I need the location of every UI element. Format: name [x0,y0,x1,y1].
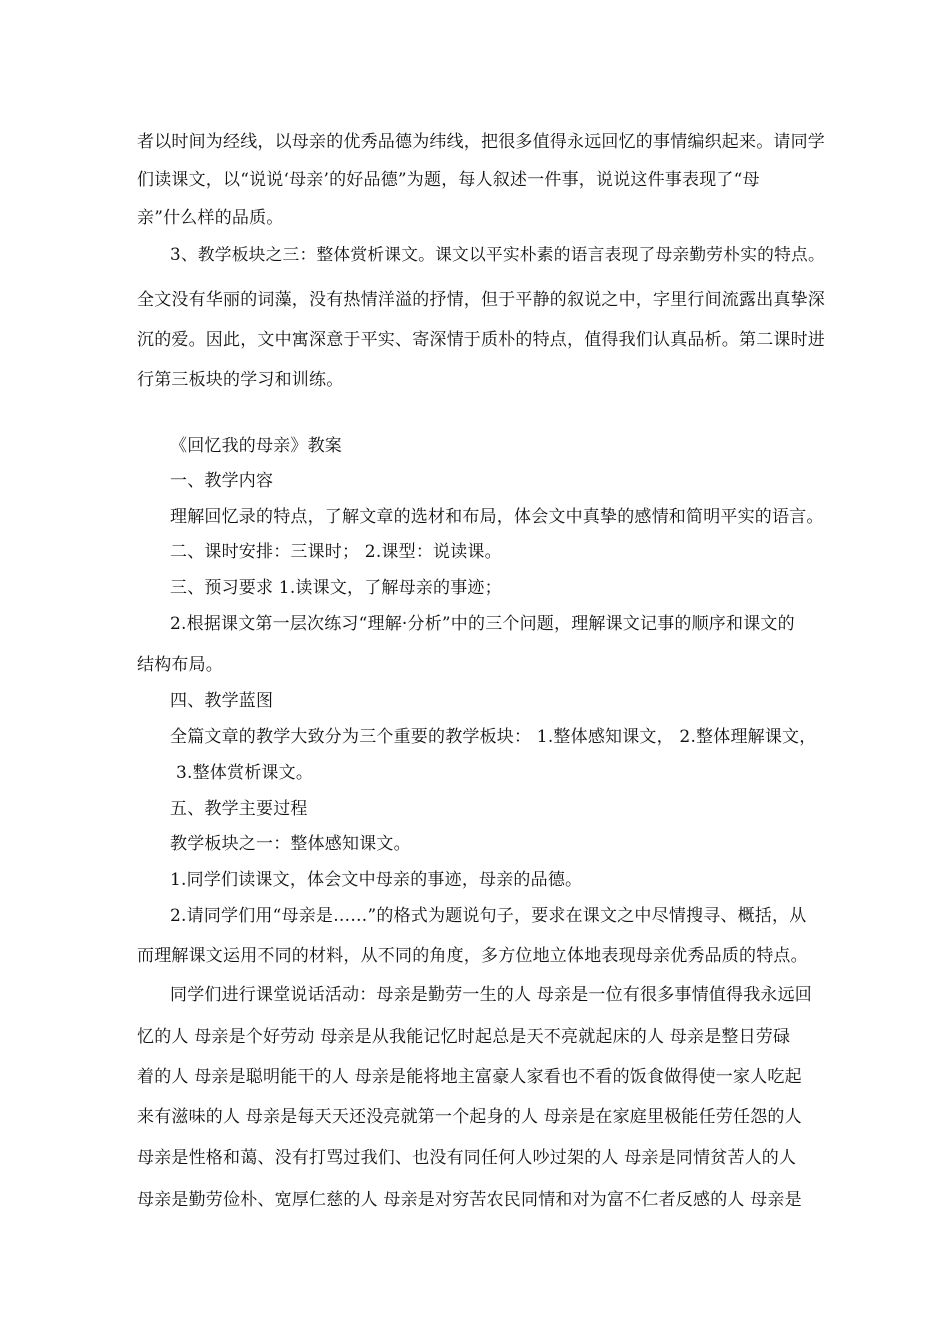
lesson-title: 《回忆我的母亲》教案 [170,436,342,456]
paragraph-line: 者以时间为经线，以母亲的优秀品德为纬线，把很多值得永远回忆的事情编织起来。请同学 [137,132,825,152]
body-line: 结构布局。 [137,655,223,675]
body-line: 理解回忆录的特点，了解文章的选材和布局，体会文中真挚的感情和简明平实的语言。 [170,507,824,527]
body-line: 着的人 母亲是聪明能干的人 母亲是能将地主富豪人家看也不看的饭食做得使一家人吃起 [137,1067,802,1087]
section-heading: 四、教学蓝图 [170,691,274,711]
body-line: 而理解课文运用不同的材料，从不同的角度，多方位地立体地表现母亲优秀品质的特点。 [137,946,808,966]
body-line: 教学板块之一：整体感知课文。 [170,834,411,854]
paragraph-line: 行第三板块的学习和训练。 [137,370,344,390]
body-line: 同学们进行课堂说话活动：母亲是勤劳一生的人 母亲是一位有很多事情值得我永远回 [170,985,813,1005]
section-heading: 二、课时安排：三课时； 2.课型：说读课。 [170,542,502,562]
body-line: 2.根据课文第一层次练习“理解·分析”中的三个问题，理解课文记事的顺序和课文的 [170,614,795,634]
section-heading: 三、预习要求 1.读课文，了解母亲的事迹； [170,578,502,598]
paragraph-line: 全文没有华丽的词藻，没有热情洋溢的抒情，但于平静的叙说之中，字里行间流露出真挚深 [137,290,825,310]
body-line: 忆的人 母亲是个好劳动 母亲是从我能记忆时起总是天不亮就起床的人 母亲是整日劳碌 [137,1027,791,1047]
paragraph-line: 们读课文，以“说说‘母亲’的好品德”为题，每人叙述一件事，说说这件事表现了“母 [137,170,760,190]
paragraph-line: 沉的爱。因此，文中寓深意于平实、寄深情于质朴的特点，值得我们认真品析。第二课时进 [137,330,825,350]
paragraph-line: 3、教学板块之三：整体赏析课文。课文以平实朴素的语言表现了母亲勤劳朴实的特点。 [170,244,825,264]
body-line: 全篇文章的教学大致分为三个重要的教学板块： 1.整体感知课文， 2.整体理解课文， [170,727,817,747]
section-heading: 五、教学主要过程 [170,799,308,819]
section-heading: 一、教学内容 [170,471,274,491]
body-line: 来有滋味的人 母亲是每天天还没亮就第一个起身的人 母亲是在家庭里极能任劳任怨的人 [137,1107,802,1127]
body-line: 2.请同学们用“母亲是……”的格式为题说句子，要求在课文之中尽情搜寻、概括，从 [170,906,807,926]
paragraph-line: 亲”什么样的品质。 [137,208,284,228]
body-line: 母亲是勤劳俭朴、宽厚仁慈的人 母亲是对穷苦农民同情和对为富不仁者反感的人 母亲是 [137,1190,802,1210]
body-line: 1.同学们读课文，体会文中母亲的事迹，母亲的品德。 [170,870,583,890]
body-line: 母亲是性格和蔼、没有打骂过我们、也没有同任何人吵过架的人 母亲是同情贫苦人的人 [137,1148,797,1168]
body-line: 3.整体赏析课文。 [176,763,314,783]
